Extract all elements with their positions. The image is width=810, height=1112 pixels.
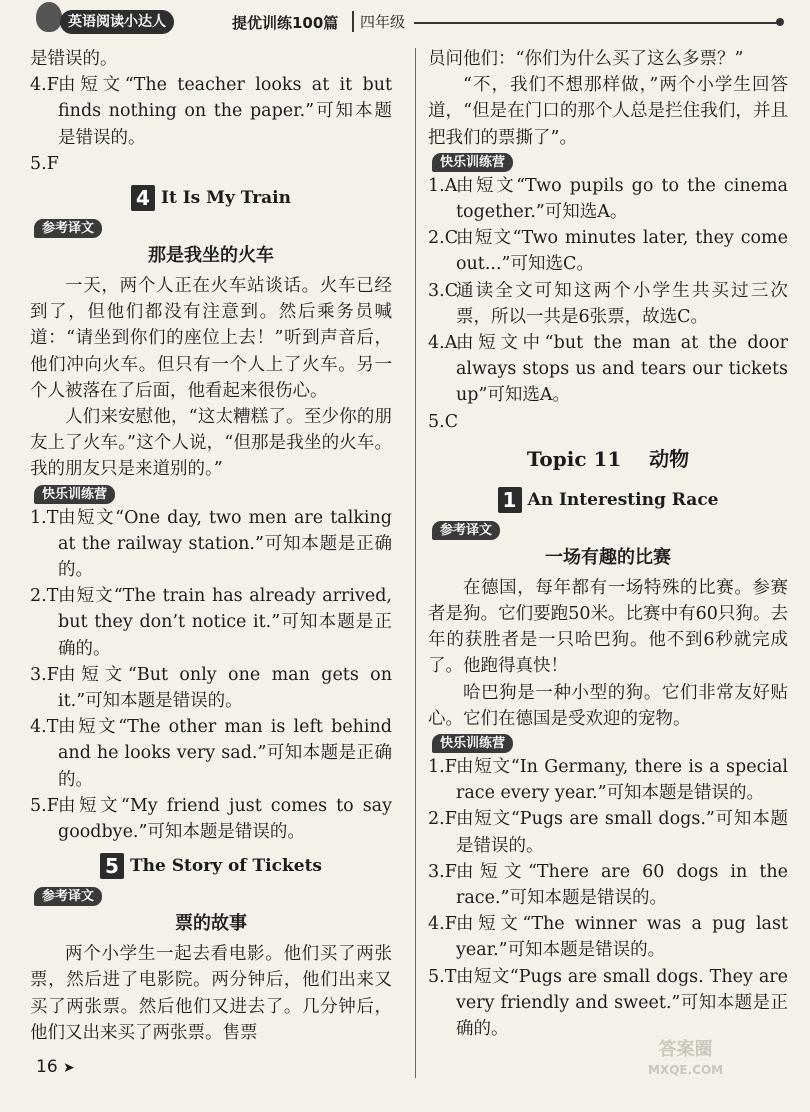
section-title: The Story of Tickets: [129, 856, 322, 877]
section-number: 1: [498, 487, 522, 513]
answer-item: 4.A 由短文中“but the man at the door always stops us and tears our tickets up”可知选A。: [428, 333, 788, 406]
series-subtitle: 提优训练100篇: [232, 14, 339, 32]
section-title: An Interesting Race: [527, 489, 719, 510]
answer-item: 5.F 由短文“My friend just comes to say goodbye.”可知本题是错误的。: [30, 795, 392, 843]
translation-title: 一场有趣的比赛: [545, 546, 671, 568]
header-rule: [414, 22, 780, 24]
translation-title: 那是我坐的火车: [148, 245, 274, 267]
page-footer: [36, 1057, 75, 1077]
section-title: It Is My Train: [161, 188, 291, 209]
answer-item: 2.F 由短文“Pugs are small dogs.”可知本题是错误的。: [428, 809, 788, 856]
section-heading: [30, 181, 392, 215]
answer-item: 1.F 由短文“In Germany, there is a special race every year.”可知本题是错误的。: [428, 757, 788, 804]
translation-paragraph: “不，我们不想那样做，”两个小学生回答道，“但是在门口的那个人总是拦住我们，并且把我们的票撕了”。: [428, 75, 788, 148]
mascot-icon: [36, 2, 62, 32]
series-title: 英语阅读小达人: [60, 10, 174, 34]
answer-item: 1.T 由短文“One day, two men are talking at the railway station.”可知本题是正确的。: [30, 507, 392, 581]
topic-heading: Topic 11 动物: [526, 446, 690, 471]
page-header: [0, 0, 810, 40]
answer-item: 5.T 由短文“Pugs are small dogs. They are very friendly and sweet.”可知本题是正确的。: [428, 966, 788, 1040]
page-number: 16: [36, 1057, 58, 1077]
answer-continuation: 是错误的。: [30, 49, 118, 69]
practice-label: 快乐训练营: [432, 734, 513, 753]
watermark-line: 答案圈: [658, 1039, 713, 1060]
column-divider: [415, 48, 416, 1078]
answer-item: 4.F 由短文“The teacher looks at it but finds nothing on the paper.”可知本题是错误的。: [30, 75, 392, 148]
translation-paragraph: 一天，两个人正在火车站谈话。火车已经到了，但他们都没有注意到。然后乘务员喊道：“请坐到你们的座位上去！”听到声音后，他们冲向火车。但只有一个人上了火车。另一个人被落在了后面，他看起来很伤心。: [30, 276, 392, 401]
grade-label: 四年级: [352, 11, 405, 32]
section-heading: [428, 483, 788, 517]
answer-item: 4.F 由短文“The winner was a pug last year.”可知本题是错误的。: [428, 914, 788, 961]
translation-paragraph: 两个小学生一起去看电影。他们买了两张票，然后进了电影院。两分钟后，他们出来又买了两张票。然后他们又进去了。几分钟后，他们又出来买了两张票。售票: [30, 944, 392, 1043]
practice-label: 快乐训练营: [432, 153, 513, 172]
translation-paragraph: 在德国，每年都有一场特殊的比赛。参赛者是狗。它们要跑50米。比赛中有60只狗。去年的获胜者是一只哈巴狗。他不到6秒就完成了。他跑得真快！: [428, 577, 788, 677]
translation-continuation: 员问他们：“你们为什么买了这么多票？”: [428, 49, 744, 69]
answer-item: 5.F: [30, 153, 59, 174]
answer-item: 3.F 由短文“There are 60 dogs in the race.”可知本题是错误的。: [428, 861, 788, 909]
reference-label: 参考译文: [432, 521, 500, 540]
answer-item: 2.T 由短文“The train has already arrived, but they don’t notice it.”可知本题是正确的。: [30, 586, 392, 659]
watermark-line: MXQE.COM: [648, 1063, 724, 1077]
left-column: [30, 46, 392, 1046]
section-heading: [30, 849, 392, 883]
translation-paragraph: 哈巴狗是一种小型的狗。它们非常友好贴心。它们在德国是受欢迎的宠物。: [428, 682, 788, 729]
translation-paragraph: 人们来安慰他，“这太糟糕了。至少你的朋友上了火车。”这个人说，“但那是我坐的火车。我的朋友只是来道别的。”: [30, 407, 392, 480]
right-column: [428, 46, 788, 1042]
header-dot-icon: [776, 18, 784, 26]
answer-item: 2.C 由短文“Two minutes later, they come out...”可知选C。: [428, 228, 788, 275]
answer-item: 5.C: [428, 411, 459, 432]
section-number: 4: [131, 185, 155, 211]
answer-item: 3.C 通读全文可知这两个小学生共买过三次票，所以一共是6张票，故选C。: [428, 280, 788, 327]
next-arrow-icon: ➤: [63, 1060, 75, 1076]
translation-title: 票的故事: [175, 913, 247, 935]
practice-label: 快乐训练营: [34, 485, 115, 504]
answer-item: 1.A 由短文“Two pupils go to the cinema together.”可知选A。: [428, 175, 788, 223]
watermark: [648, 1040, 723, 1080]
answer-item: 4.T 由短文“The other man is left behind and he looks very sad.”可知本题是正确的。: [30, 717, 392, 790]
section-number: 5: [100, 853, 124, 879]
answer-item: 3.F 由短文“But only one man gets on it.”可知本题是错误的。: [30, 664, 392, 712]
reference-label: 参考译文: [34, 219, 102, 238]
reference-label: 参考译文: [34, 887, 102, 906]
